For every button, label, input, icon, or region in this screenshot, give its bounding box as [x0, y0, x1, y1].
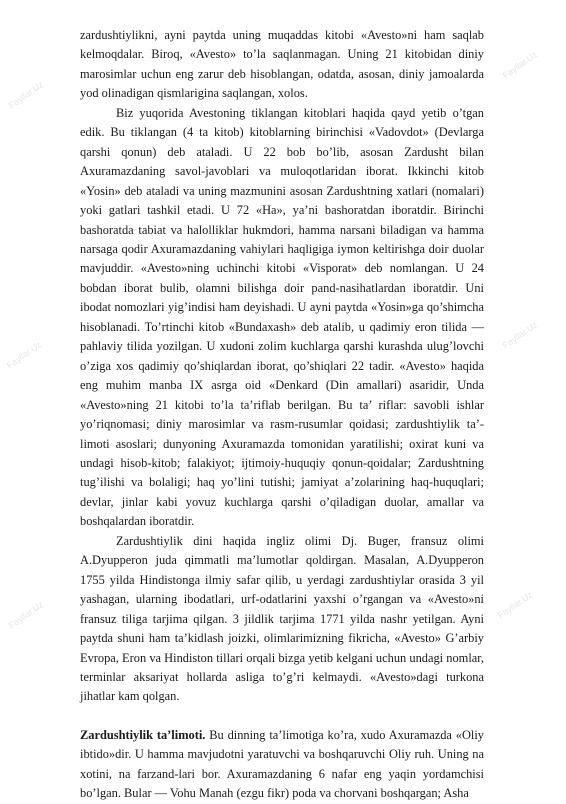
- watermark: Fayllar.Uz: [4, 339, 44, 371]
- section-text: Bu dinning ta’limotiga ko’ra, xudo Axuramazda «Oliy ibtido»dir. U hamma mavjudotni yaratuvchi va boshqaruvchi Oliy ruh. Uning na xotini, na farzand-lari bor. Axuramazdaning 6 nafar eng yaqin yordamchisi bo’lgan. Bular — Vohu Manah (ezgu fikr) poda va chorvani boshqargan; Asha: [80, 727, 485, 801]
- section-heading: Zardushtiylik ta’limoti.: [80, 727, 206, 742]
- watermark: Fayllar.Uz: [500, 319, 540, 351]
- watermark: Fayllar.Uz: [6, 599, 46, 631]
- paragraph-2: Biz yuqorida Avestoning tiklangan kitoblari haqida qayd yetib o’tgan edik. Bu tiklangan (4 ta kitob) kitoblarning birinchisi «Vadovdot» (Devlarga qarshi qonun) deb ataladi. U 22 bob bo’lib, asosan Zardusht bilan Axuramazdaning savol-javoblari va muloqotlaridan iborat. Ikkinchi kitob «Yosin» deb ataladi va uning mazmunini asosan Zardushtning xatlari (nomalari) yoki gatlari tashkil etadi. U 72 «Ha», ya’ni bashoratdan iboratdir. Birinchi bashoratda tabiat va halolliklar hukmdori, hamma narsani biladigan va hamma narsaga qodir Axuramazdaning vahiylari haqligiga iymon keltirishga doir duolar mavjuddir. «Avesto»ning uchinchi kitobi «Visporat» deb nomlangan. U 24 bobdan iborat bulib, olamni bilishga doir pand-nasihatlardan iboratdir. Uni ibodat nomozlari yig’indisi ham deyishadi. U ayni paytda «Yosin»ga qo’shimcha hisoblanadi. To’rtinchi kitob «Bundaxash» deb atalib, u qadimiy eron tilida — pahlaviy tilida yozilgan. U xudoni zolim kuchlarga qarshi kurashda ulug’lovchi o’ziga xos qadimiy qo’shiqlardan iborat, qo’shiqlari 22 tadir. «Avesto» haqida eng muhim manba IX asrga oid «Denkard (Din amallari) asaridir, Unda «Avesto»ning 21 kitobi to’la ta’riflab berilgan. Bu ta’ riflar: savobli ishlar yo’riqnomasi; diniy marosimlar va rasm-rusumlar qoidasi; zardushtiylik ta’-limoti asoslari; dunyoning Axuramazda tomonidan yaratilishi; oxirat kuni va undagi hisob-kitob; falakiyot; ijtimoiy-huquqiy qonun-qoidalar; Zardushtning tug’ilishi va bolaligi; haq yo’lini tutishi; jamiyat a’zolarining haq-huquqlari; devlar, jinlar kabi yovuz kuchlarga qarshi o’qiladigan duolar, amallar va boshqalardan iboratdir.: [80, 105, 484, 529]
- watermark: Fayllar.Uz: [500, 49, 540, 81]
- paragraph-spacer: [80, 707, 484, 726]
- document-page: [80, 26, 484, 804]
- watermark: Fayllar.Uz: [495, 589, 535, 621]
- paragraph-3: Zardushtiylik dini haqida ingliz olimi Dj. Buger, fransuz olimi A.Dyupperon juda qimmatli ma’lumotlar qoldirgan. Masalan, A.Dyupperon 1755 yilda Hindistonga ilmiy safar qilib, u yerdagi zardushtiylar orasida 3 yil yashagan, ularning ibodatlari, urf-odatlarini yaxshi o’rgangan va «Avesto»ni fransuz tiliga tarjima qilgan. 3 jildlik tarjima 1771 yilda nashr yetilgan. Ayni paytda shuni ham ta’kidlash joizki, olimlarimizning fikricha, «Avesto» G’arbiy Evropa, Eron va Hindiston tillari orqali bizga yetib kelgani uchun undagi nomlar, terminlar aksariyat hollarda asliga to’g’ri kelmaydi. «Avesto»dagi turkona jihatlar kam qolgan.: [80, 533, 484, 704]
- section-paragraph: [80, 726, 484, 804]
- paragraph-1: zardushtiylikni, ayni paytda uning muqaddas kitobi «Avesto»ni ham saqlab kelmoqdalar. Biroq, «Avesto» to’la saqlanmagan. Uning 21 kitobidan diniy marosimlar uchun eng zarur deb hisoblangan, odatda, asosan, diniy jamoalarda yod olinadigan qismlarigina saqlangan, xolos.: [80, 28, 484, 101]
- watermark: Fayllar.Uz: [6, 79, 46, 111]
